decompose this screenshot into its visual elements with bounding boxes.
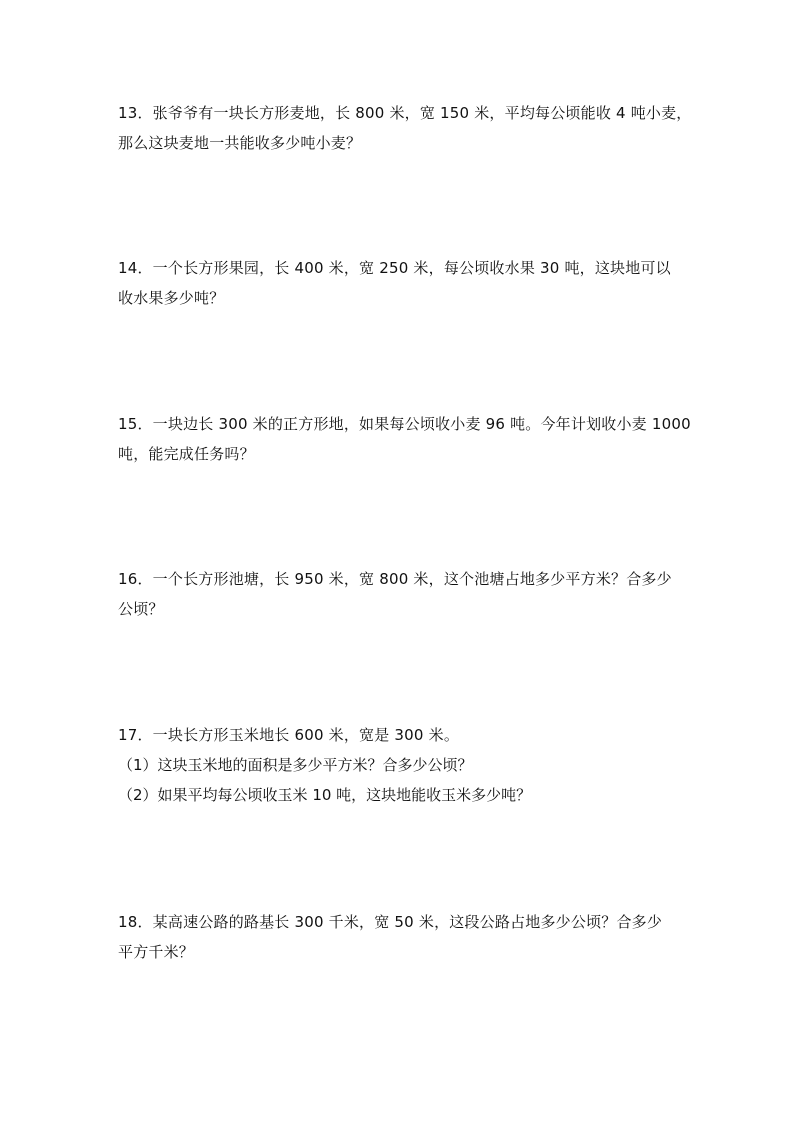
- sub-question-2: （2）如果平均每公顷收玉米 10 吨，这块地能收玉米多少吨？: [118, 786, 532, 804]
- problem-16: [118, 564, 683, 624]
- problem-text-line: 公顷？: [118, 600, 164, 618]
- problem-text-line: 18．某高速公路的路基长 300 千米，宽 50 米，这段公路占地多少公顷？合多少: [118, 913, 663, 931]
- problem-text-line: 14．一个长方形果园，长 400 米，宽 250 米，每公顷收水果 30 吨，这块地可以: [118, 259, 671, 277]
- problem-17: [118, 720, 683, 810]
- problem-text-line: 16．一个长方形池塘，长 950 米，宽 800 米，这个池塘占地多少平方米？合多少: [118, 570, 672, 588]
- problem-18: [118, 907, 683, 967]
- problem-text-line: 吨，能完成任务吗？: [118, 445, 255, 463]
- problem-text-line: 17．一块长方形玉米地长 600 米，宽是 300 米。: [118, 726, 460, 744]
- problem-text-line: 15．一块边长 300 米的正方形地，如果每公顷收小麦 96 吨。今年计划收小麦 1000: [118, 415, 691, 433]
- problem-15: [118, 409, 691, 469]
- problem-13: [118, 98, 692, 158]
- problem-text-line: 收水果多少吨？: [118, 289, 225, 307]
- problem-text-line: 13．张爷爷有一块长方形麦地，长 800 米，宽 150 米，平均每公顷能收 4 吨小麦，: [118, 104, 692, 122]
- sub-question-1: （1）这块玉米地的面积是多少平方米？合多少公顷？: [118, 756, 473, 774]
- problem-14: [118, 253, 683, 313]
- problem-text-line: 那么这块麦地一共能收多少吨小麦？: [118, 134, 362, 152]
- problem-text-line: 平方千米？: [118, 943, 195, 961]
